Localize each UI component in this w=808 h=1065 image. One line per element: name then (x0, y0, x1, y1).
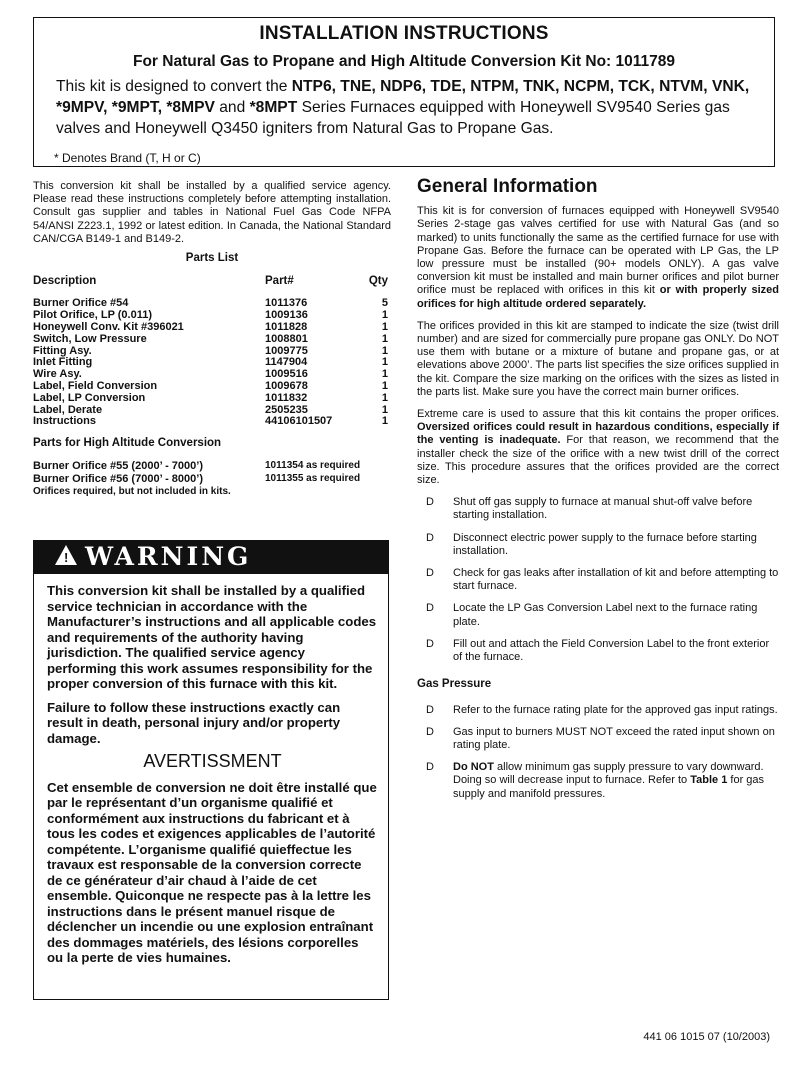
bullet-text: Fill out and attach the Field Conversion Label to the front exterior of the furnace. (453, 637, 770, 664)
general-p1-text: This kit is for conversion of furnaces equipped with Honeywell SV9540 Series 2-stage gas valves certified for use with Natural Gas (and so marked) to units functionally the same as the certified furnace for use with Propane Gas. Before the furnace can be operated with LP Gas, the LP low pressure must be installed (90+ models ONLY). A gas valve conversion kit must be installed and main burner orifices and pilot burner orifice must be replaced with orifices in this kit (417, 205, 779, 297)
warning-paragraph-1: This conversion kit shall be installed by a qualified service technician in accordance with the Manufacturer’s instructions and all applicable codes and requirements of the authority having jurisdiction. The qualified service agency performing this work assumes responsibility for the proper conversion of this furnace with this kit. (47, 583, 377, 691)
warning-text (47, 583, 378, 974)
ha-part: 1011354 as required (265, 460, 361, 472)
parts-list-title: Parts List (185, 252, 239, 265)
part-qty: 1 (381, 321, 388, 334)
bullet-mark: D (426, 602, 434, 615)
right-column (417, 176, 779, 810)
part-desc: Instructions (33, 415, 96, 428)
bullet-text: Refer to the furnace rating plate for the approved gas input ratings. (453, 703, 778, 716)
document-code: 441 06 1015 07 (10/2003) (643, 1031, 770, 1043)
col-part: Part# (265, 275, 294, 288)
desc-lead: This kit is designed to convert the (56, 78, 292, 95)
part-qty: 1 (381, 380, 388, 392)
part-qty: 5 (381, 297, 388, 310)
warning-paragraph-fr: Cet ensemble de conversion ne doit être installé que par le représentant d’un organisme qualifié et conformément aux instructions du fabricant et à tous les codes et exigences applicables de l’autorité compétente. L’organisme qualifié quieffectue les travaux est responsable de la conversion correcte de ce générateur d’air chaud à l’aide de cet ensemble. Quiconque ne respecte pas à la lettre les instructions dans le présent manuel risque de déclencher un incendie ou une explosion entraînant des dommages matériels, des lésions corporelles ou la perte de vies humaines. (47, 779, 377, 965)
warning-label: WARNING (85, 542, 252, 571)
part-desc: Label, Derate (33, 403, 103, 416)
table-row (33, 460, 388, 473)
part-qty: 1 (381, 332, 388, 345)
high-altitude-note: Orifices required, but not included in kits. (33, 486, 231, 498)
part-number: 1009678 (265, 380, 308, 392)
bullet-mark: D (426, 703, 434, 716)
left-column (33, 180, 391, 499)
gas-pressure-title: Gas Pressure (417, 678, 492, 691)
general-paragraph-3 (417, 408, 779, 487)
parts-header-row (33, 275, 388, 298)
desc-tail: Series Furnaces equipped with Honeywell SV9540 Series gas valves and Honeywell Q3450 igniters from Natural Gas to Propane Gas. (56, 99, 730, 137)
part-desc: Burner Orifice #54 (33, 297, 129, 310)
part-qty: 1 (381, 344, 388, 357)
table-row (33, 334, 388, 346)
kit-description (56, 76, 764, 139)
bullet-text: Gas input to burners MUST NOT exceed the rated input shown on rating plate. (453, 725, 775, 751)
bullet-mark: D (426, 496, 434, 509)
col-qty: Qty (368, 275, 388, 288)
high-altitude-title: Parts for High Altitude Conversion (33, 437, 222, 450)
part-number: 1009775 (265, 344, 308, 357)
bullet-text (453, 761, 779, 801)
part-desc: Switch, Low Pressure (33, 332, 147, 345)
part-qty: 1 (381, 403, 388, 416)
do-not-bold: Do NOT (453, 761, 494, 774)
part-qty: 1 (381, 309, 388, 322)
list-item (417, 638, 779, 664)
bullet-text: Disconnect electric power supply to the furnace before starting installation. (453, 531, 757, 557)
document-title: INSTALLATION INSTRUCTIONS (259, 23, 549, 44)
parts-table (33, 275, 388, 428)
desc-models: NTP6, TNE, NDP6, TDE, NTPM, TNK, NCPM, TCK, NTVM, VNK, *9MPV, *9MPT, *8MPV (56, 78, 750, 116)
list-item (417, 704, 779, 717)
high-altitude-table (33, 460, 388, 485)
bullet-text: Check for gas leaks after installation of kit and before attempting to start furnace. (453, 567, 779, 593)
part-qty: 1 (381, 391, 388, 404)
part-desc: Wire Asy. (33, 368, 82, 381)
part-number: 1008801 (265, 332, 308, 345)
intro-paragraph: This conversion kit shall be installed by a qualified service agency. Please read these instructions completely before attempting installation. Consult gas supplier and tables in National Fuel Gas Code NFPA 54/ANSI Z223.1, 1992 or latest edition. In Canada, the National Standard CAN/CGA B149-1 and B149-2. (33, 180, 391, 245)
part-desc: Label, LP Conversion (33, 391, 146, 404)
list-item (417, 602, 779, 628)
bullet-text: Shut off gas supply to furnace at manual shut-off valve before starting installation. (453, 496, 753, 522)
part-number: 2505235 (265, 403, 308, 416)
part-number: 44106101507 (265, 415, 333, 428)
header-box (33, 17, 775, 167)
part-qty: 1 (381, 415, 388, 428)
ha-part: 1011355 as required (265, 472, 361, 484)
general-info-title: General Information (417, 176, 598, 197)
table-row (33, 393, 388, 405)
bullet-mark: D (426, 637, 434, 650)
part-qty: 1 (381, 368, 388, 381)
part-desc: Inlet Fitting (33, 356, 93, 369)
bullet-mark: D (426, 531, 434, 544)
bullet-mark: D (426, 567, 434, 580)
b3-tail: for gas supply and manifold pressures. (453, 774, 765, 800)
warning-symbol: ! (64, 550, 69, 565)
general-p3-bold: Oversized orifices could result in hazardous conditions, especially if the venting is inadequate. (417, 421, 779, 447)
table-row (33, 416, 388, 428)
list-item (417, 761, 779, 801)
warning-paragraph-2: Failure to follow these instructions exactly can result in death, personal injury and/or property damage. (47, 699, 341, 746)
general-paragraph-2: The orifices provided in this kit are stamped to indicate the size (twist drill number) and are sized for commercially pure propane gas ONLY. Do NOT use them with butane or a mixture of butane and propane gas, or at elevations above 2000’. The parts list specifies the size orifices supplied in the kit. Compare the size marking on the orifices with the sizes as listed in the parts list. Make sure you have the correct main burner orifices. (417, 319, 779, 398)
list-item (417, 726, 779, 752)
bullet-text: Locate the LP Gas Conversion Label next to the furnace rating plate. (453, 602, 758, 628)
general-p3-tail: For that reason, we recommend that the installer check the size of the orifice with a new twist drill of the correct size. This procedure assures that the orifices provided are the correct size. (417, 434, 779, 487)
ha-desc: Burner Orifice #55 (2000’ - 7000’) (33, 460, 203, 473)
part-number: 1009516 (265, 368, 308, 381)
part-desc: Fitting Asy. (33, 344, 92, 357)
warning-box (33, 540, 389, 1000)
general-p1-bold: or with properly sized orifices for high altitude ordered separately. (417, 284, 779, 310)
list-item (417, 567, 779, 593)
col-description: Description (33, 275, 97, 288)
avertissment-title: AVERTISSMENT (143, 751, 282, 771)
part-number: 1009136 (265, 309, 308, 322)
table-row (33, 473, 388, 486)
bullet-mark: D (426, 761, 434, 774)
part-number: 1011828 (265, 321, 308, 334)
table-ref: Table 1 (690, 774, 728, 787)
general-p3-lead: Extreme care is used to assure that this kit contains the proper orifices. (417, 408, 779, 421)
table-row (33, 357, 388, 369)
brand-note: * Denotes Brand (T, H or C) (54, 151, 201, 165)
part-qty: 1 (381, 356, 388, 369)
desc-model-last: *8MPT (249, 99, 298, 116)
part-number: 1011376 (265, 297, 308, 310)
general-paragraph-1 (417, 205, 779, 311)
warning-banner (33, 540, 389, 574)
bullet-mark: D (426, 725, 434, 738)
ha-desc: Burner Orifice #56 (7000’ - 8000’) (33, 472, 203, 485)
warning-triangle-icon (55, 545, 77, 565)
part-number: 1147904 (265, 356, 308, 369)
desc-and: and (214, 99, 250, 116)
part-number: 1011832 (265, 391, 308, 404)
part-desc: Pilot Orifice, LP (0.011) (33, 309, 153, 322)
part-desc: Label, Field Conversion (33, 380, 158, 392)
list-item (417, 532, 779, 558)
b3-text: allow minimum gas supply pressure to vary downward. Doing so will decrease input to furnace. Refer to (453, 761, 764, 787)
document-subtitle: For Natural Gas to Propane and High Altitude Conversion Kit No: 1011789 (132, 53, 676, 70)
part-desc: Honeywell Conv. Kit #396021 (33, 321, 184, 334)
list-item (417, 496, 779, 522)
